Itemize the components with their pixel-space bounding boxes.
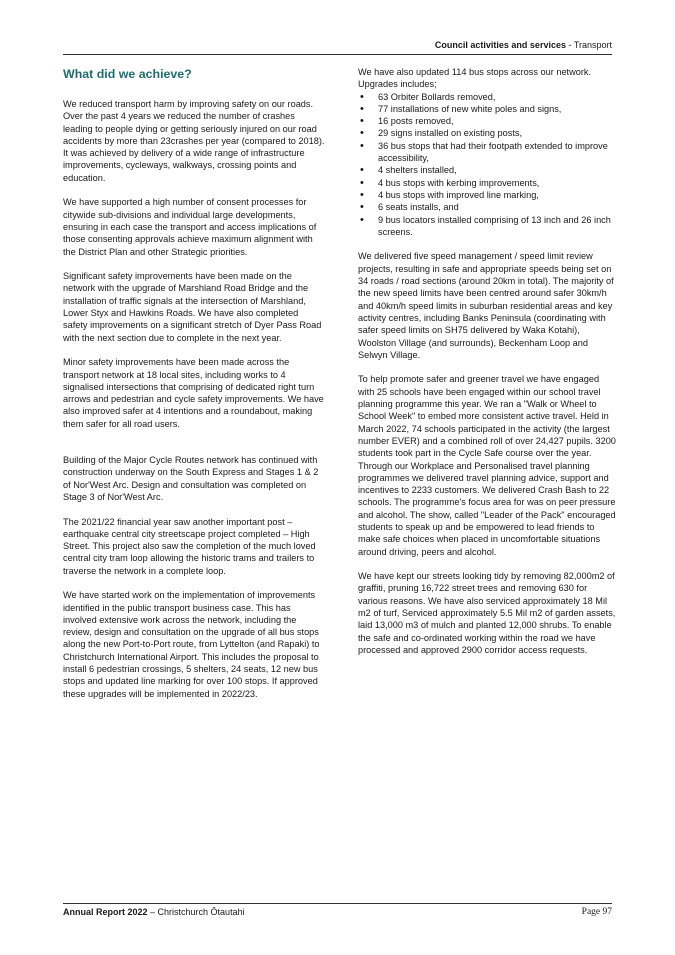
header-section-title: Council activities and services — [434, 40, 566, 50]
list-item: • 4 bus stops with improved line marking, — [358, 189, 616, 201]
bus-stop-upgrades-list — [358, 91, 616, 239]
footer-organisation: – Christchurch Ōtautahi — [147, 907, 245, 917]
list-item: • 9 bus locators installed comprising of 13 inch and 26 inch screens. — [358, 214, 616, 239]
list-item: • 4 bus stops with kerbing improvements, — [358, 177, 616, 189]
list-item: • 6 seats installs, and — [358, 201, 616, 213]
paragraph-speed-management: We delivered five speed management / speed limit review projects, resulting in safe and appropriate speeds being set on 34 roads / road sections (around 20km in total). The majority of the new speed limits have been centred around safer 30km/h and 40km/h speed limits in suburban residential areas and key activity centres, including Banks Peninsula (coordinating with safer speed limits on SH75 delivered by Waka Kotahi), Woolston Village (and surrounds), Beckenham Loop and Selwyn Village. — [358, 251, 614, 360]
paragraph-cycle-routes: Building of the Major Cycle Routes network has continued with construction underway on the South Express and Stages 1 & 2 of Nor'West Arc. Design and consultation was completed on Stage 3 of Nor'West Arc. — [63, 455, 319, 502]
paragraph-safety-improvements: Significant safety improvements have been made on the network with the upgrade of Marshland Road Bridge and the installation of traffic signals at the intersection of Marshland, Lower Styx and Hawkins Roads. We have also completed safety improvements on a significant stretch of Dyer Pass Road with the next section due to complete in the next year. — [63, 271, 322, 343]
list-item: • 36 bus stops that had their footpath extended to improve accessibility, — [358, 140, 616, 165]
paragraph-consents: We have supported a high number of consent processes for citywide sub-divisions and individual large developments, ensuring in each case the transport and access implications of those consenting approvals achieve maximum alignment with the District Plan and other Strategic priorities. — [63, 197, 317, 257]
page-header — [63, 40, 612, 54]
header-section-subtitle: Transport — [573, 40, 612, 50]
footer-report-title: Annual Report 2022 — [63, 907, 148, 917]
left-column — [63, 66, 325, 712]
footer-divider — [63, 903, 612, 904]
header-divider — [63, 54, 612, 55]
paragraph-bus-stops-intro: We have also updated 114 bus stops across our network. Upgrades includes; — [358, 67, 592, 90]
header-separator: - — [565, 40, 574, 50]
list-item: • 4 shelters installed, — [358, 164, 616, 176]
list-item: • 77 installations of new white poles and signs, — [358, 103, 616, 115]
section-heading: What did we achieve? — [63, 67, 192, 81]
paragraph-school-travel: To help promote safer and greener travel we have engaged with 25 schools have been engaged within our school travel planning programme this year. We ran a "Walk or Wheel to School Week" to embed more consistent active travel. Held in March 2022, 74 schools participated in the activity (the largest number EVER) and a combined roll of over 24,427 pupils. 3200 students took part in the Cycle Safe course over the year. Through our Workplace and Personalised travel planning programmes we delivered travel planning advice, support and incentives to 2233 customers. We delivered Crash Bash to 22 schools. The programme's focus area for was on peer pressure and alcohol. The show, called "Leader of the Pack" encouraged students to speak up and be empowered to lead friends to make safe choices when placed in uncomfortable situations around driving, peers and alcohol. — [358, 374, 616, 557]
list-item: • 29 signs installed on existing posts, — [358, 127, 616, 139]
list-item: • 63 Orbiter Bollards removed, — [358, 91, 616, 103]
paragraph-street-maintenance: We have kept our streets looking tidy by removing 82,000m2 of graffiti, pruning 16,722 street trees and removing 630 for various reasons. We have also serviced approximately 18 Mil m2 of turf, Serviced approximately 5.5 Mil m2 of garden assets, laid 13,000 m3 of mulch and planted 12,000 shrubs. To enable the safe and co-ordinated working within the road we have processed and approved 2900 corridor access requests. — [358, 571, 616, 655]
list-item: • 16 posts removed, — [358, 115, 616, 127]
page-footer — [63, 906, 612, 918]
paragraph-road-safety: We reduced transport harm by improving safety on our roads. Over the past 4 years we reduced the number of crashes leading to people dying or getting seriously injured on our road accidents by more than 23crashes per year (compared to 2018). It was achieved by delivery of a wide range of infrastructure improvements, cycleways, walkways, crossing points and education. — [63, 99, 325, 183]
paragraph-streetscape: The 2021/22 financial year saw another important post – earthquake central city streetscape project completed – High Street. This project also saw the completion of the much loved central city tram loop allowing the historic trams and trailers to traverse the network in a complete loop. — [63, 516, 316, 576]
page-number: Page 97 — [581, 907, 612, 917]
paragraph-minor-safety: Minor safety improvements have been made across the transport network at 18 local sites, including works to 4 signalised intersections that comprising of dedicated right turn arrows and pedestrian and cycle safety improvements. We have also improved safer at 4 intentions and a roundabout, making them safer for all road users. — [63, 357, 324, 429]
paragraph-public-transport: We have started work on the implementation of improvements identified in the public transport business case. This has involved extensive work across the network, including the review, design and consultation on the upgrade of all bus stops along the new Port-to-Port route, from Lyttelton (and Rapaki) to Christchurch International Airport. This includes the proposal to install 6 pedestrian crossings, 5 shelters, 24 seats, 12 new bus stops and updated line marking for over 100 stops. If approved these upgrades will be implemented in 2022/23. — [63, 590, 320, 699]
right-column — [358, 66, 616, 669]
